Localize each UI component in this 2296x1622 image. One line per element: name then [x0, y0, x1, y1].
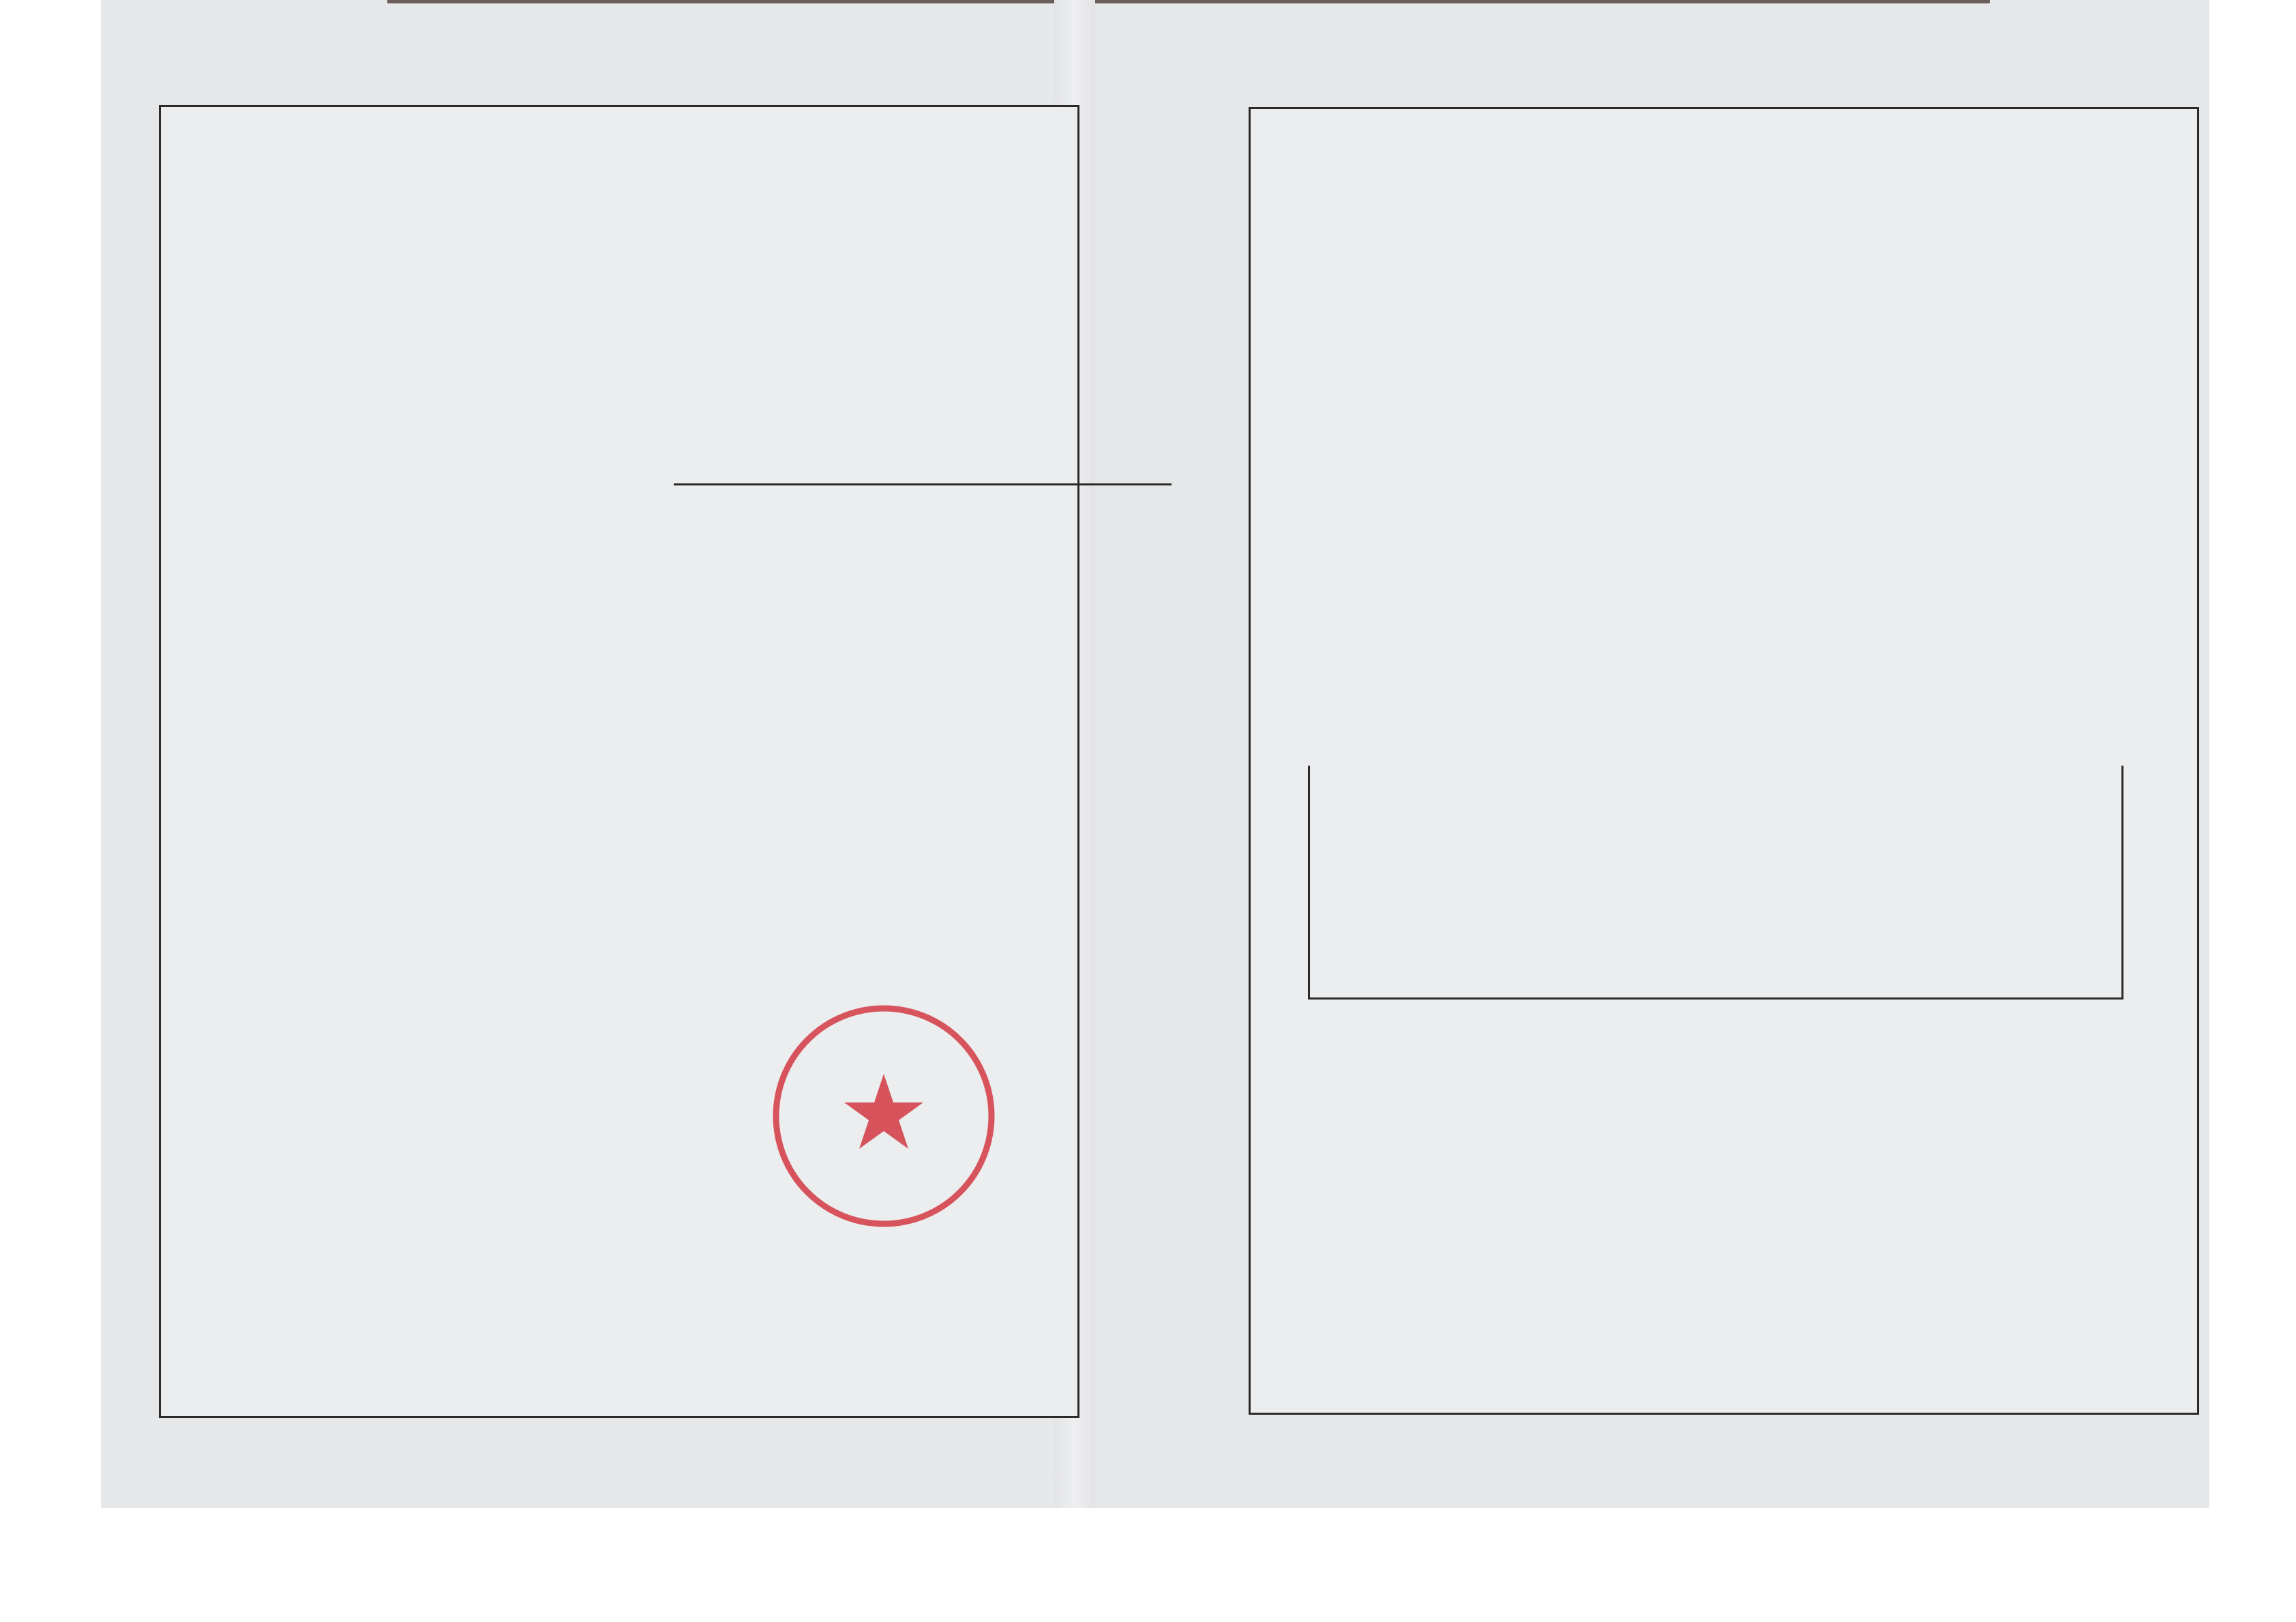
certificate-number-underline — [674, 483, 1172, 485]
scanner-logo-qr-icon — [1923, 1529, 1999, 1605]
certificate-left-page — [159, 105, 1079, 1418]
official-seal-icon — [768, 1000, 1000, 1232]
attachments-box — [1308, 766, 2123, 1000]
qr-code-icon — [270, 1067, 524, 1321]
certificate-right-page — [1249, 107, 2199, 1415]
scan-edge — [387, 0, 1990, 3]
